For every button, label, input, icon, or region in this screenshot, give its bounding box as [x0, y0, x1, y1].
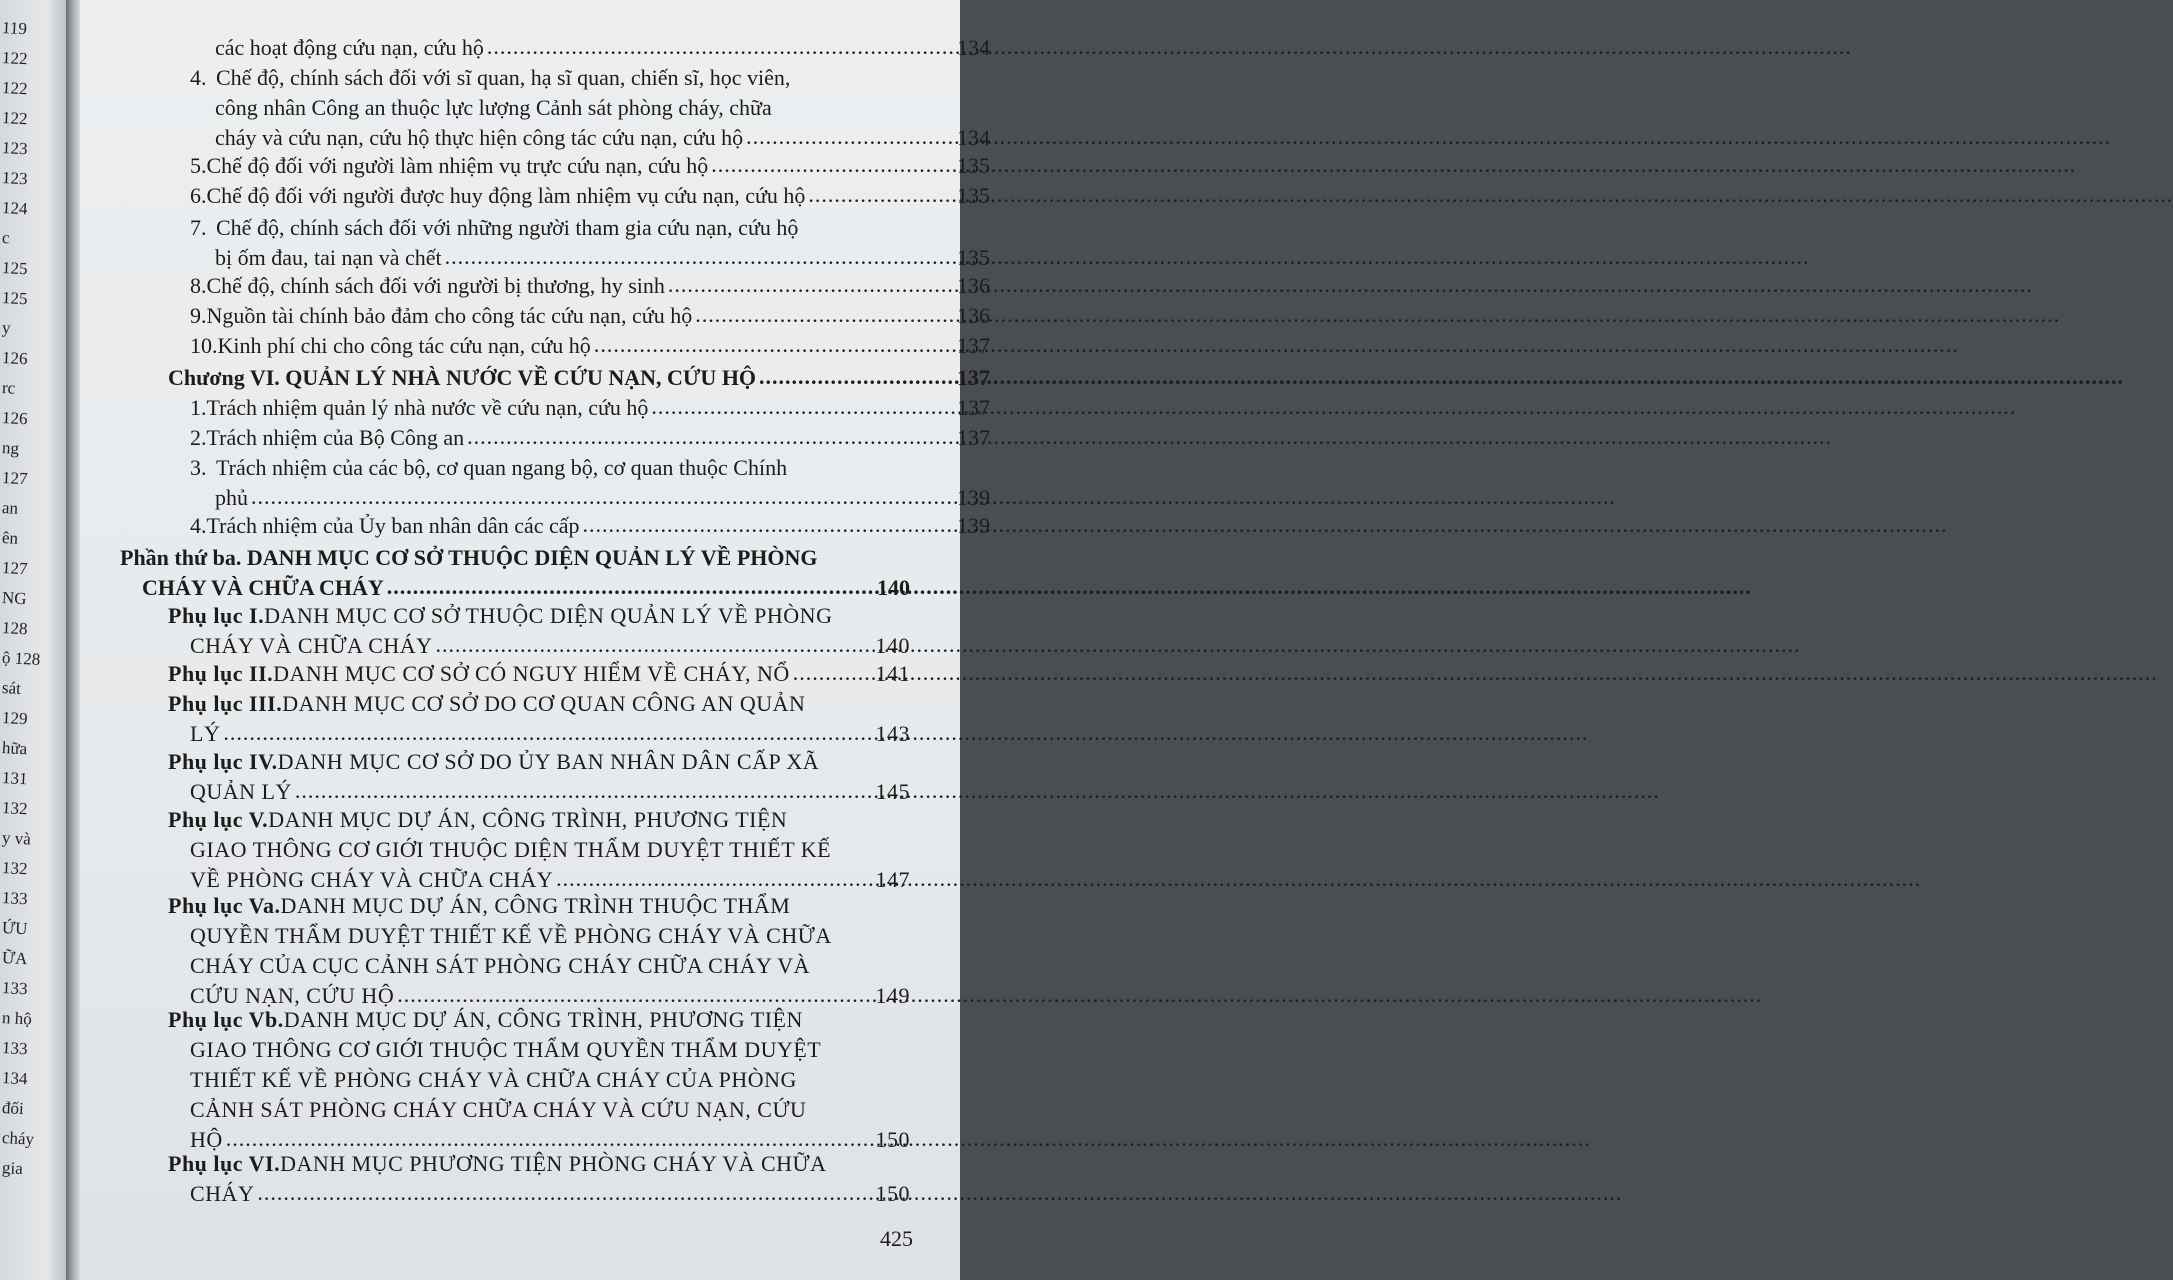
toc-text: CHÁY [190, 1181, 255, 1206]
left-page-fragment: 133 [1, 978, 28, 999]
left-page-fragment: ỮA [1, 948, 28, 969]
dot-leader [467, 423, 954, 451]
toc-entry [190, 394, 990, 422]
toc-page-number: 135 [957, 183, 990, 208]
appendix-label: Phụ lục IV. [168, 749, 278, 774]
dot-leader [793, 659, 873, 687]
left-page-fragment: 132 [1, 858, 28, 879]
toc-text: DANH MỤC DỰ ÁN, CÔNG TRÌNH, PHƯƠNG TIỆN [283, 1007, 803, 1032]
toc-text: Trách nhiệm của Bộ Công an [206, 425, 465, 450]
dot-leader [436, 631, 873, 659]
toc-appendix-entry [168, 806, 910, 894]
toc-text: DANH MỤC PHƯƠNG TIỆN PHÒNG CHÁY VÀ CHỮA [280, 1151, 827, 1176]
toc-page-number: 150 [875, 1127, 910, 1152]
toc-appendix-entry [168, 660, 910, 688]
left-page-fragment: 122 [1, 78, 28, 99]
toc-entry [190, 512, 990, 540]
toc-item-number: 5. [190, 153, 207, 178]
left-page-fragment: 122 [1, 48, 28, 69]
left-page-fragment: NG [1, 588, 28, 609]
left-page-fragment: rc [1, 378, 16, 398]
toc-page-number: 145 [875, 779, 910, 804]
dot-leader [583, 511, 954, 539]
left-page-fragment: 123 [1, 138, 28, 159]
dot-leader [711, 151, 954, 179]
dot-leader [594, 331, 954, 359]
left-page-fragment: 123 [1, 168, 28, 189]
left-page-fragment: 119 [1, 18, 28, 39]
left-facing-page [0, 0, 66, 1280]
toc-page-number: 135 [957, 153, 990, 178]
toc-page-number: 137 [957, 365, 990, 390]
toc-page-number: 135 [957, 245, 990, 270]
toc-text: DANH MỤC DỰ ÁN, CÔNG TRÌNH THUỘC THẨM [280, 893, 791, 918]
dot-leader [746, 123, 954, 151]
dot-leader [445, 243, 954, 271]
toc-entry [190, 272, 990, 300]
left-page-fragment: y và [1, 828, 32, 849]
toc-entry [190, 302, 990, 330]
toc-entry [190, 214, 990, 272]
toc-text: THIẾT KẾ VỀ PHÒNG CHÁY VÀ CHỮA CHÁY CỦA PHÒNG [190, 1067, 797, 1092]
toc-page-number: 150 [875, 1181, 910, 1206]
dot-leader [695, 301, 954, 329]
left-page-fragment: 124 [1, 198, 28, 219]
left-page-fragment: 133 [1, 888, 28, 909]
left-page-fragment: 131 [1, 768, 28, 789]
toc-text: DANH MỤC CƠ SỞ DO CƠ QUAN CÔNG AN QUẢN [282, 691, 806, 716]
appendix-label: Phụ lục III. [168, 691, 283, 716]
toc-entry [190, 424, 990, 452]
dot-leader [651, 393, 954, 421]
left-page-fragment: hữa [1, 738, 28, 759]
toc-entry [190, 152, 990, 180]
toc-text: DANH MỤC CƠ SỞ DO ỦY BAN NHÂN DÂN CẤP XÃ [277, 749, 820, 774]
left-page-fragment: 133 [1, 1038, 28, 1059]
dot-leader [226, 1125, 873, 1153]
toc-chapter-heading [168, 364, 990, 392]
toc-item-number: 2. [190, 425, 207, 450]
dot-leader [487, 33, 954, 61]
toc-text: Chế độ, chính sách đối với những người tham gia cứu nạn, cứu hộ [216, 215, 799, 240]
toc-text: Chế độ đối với người được huy động làm nhiệm vụ cứu nạn, cứu hộ [206, 183, 806, 208]
toc-page-number: 139 [957, 513, 990, 538]
dot-leader [397, 981, 872, 1009]
toc-page-number: 137 [957, 333, 990, 358]
left-page-fragment: ỨU [1, 918, 28, 939]
left-page-fragment: 132 [1, 798, 28, 819]
toc-page-number: 140 [877, 575, 910, 600]
dot-leader [808, 181, 954, 209]
left-page-fragment: ên [1, 528, 19, 548]
left-page-fragment: 125 [1, 288, 28, 309]
appendix-label: Phụ lục II. [168, 661, 274, 686]
toc-entry [190, 332, 990, 360]
toc-page-number: 140 [875, 633, 910, 658]
toc-item-number: 8. [190, 273, 207, 298]
toc-text: Kinh phí chi cho công tác cứu nạn, cứu hộ [217, 333, 591, 358]
toc-text: Nguồn tài chính bảo đảm cho công tác cứu nạn, cứu hộ [206, 303, 693, 328]
left-page-fragment: c [1, 228, 11, 248]
toc-page-number: 134 [957, 125, 990, 150]
toc-text: VỀ PHÒNG CHÁY VÀ CHỮA CHÁY [190, 867, 554, 892]
toc-entry [190, 454, 990, 512]
dot-leader [759, 363, 954, 391]
toc-appendix-entry [168, 892, 910, 1010]
toc-page-number: 134 [957, 35, 990, 60]
toc-text: GIAO THÔNG CƠ GIỚI THUỘC DIỆN THẨM DUYỆT THIẾT KẾ [190, 837, 832, 862]
dot-leader [295, 777, 873, 805]
toc-text: CHÁY VÀ CHỮA CHÁY [190, 633, 433, 658]
left-page-fragment: 127 [1, 468, 28, 489]
toc-text: LÝ [190, 721, 221, 746]
toc-text: Chương VI. QUẢN LÝ NHÀ NƯỚC VỀ CỨU NẠN, CỨU HỘ [168, 365, 757, 390]
dot-leader [257, 1179, 872, 1207]
toc-item-number: 1. [190, 395, 207, 420]
toc-appendix-entry [168, 748, 910, 806]
toc-page-number: 147 [875, 867, 910, 892]
toc-text: QUẢN LÝ [190, 779, 292, 804]
toc-text: cháy và cứu nạn, cứu hộ thực hiện công tác cứu nạn, cứu hộ [215, 125, 744, 150]
appendix-label: Phụ lục Va. [168, 893, 281, 918]
left-page-fragment: an [1, 498, 19, 518]
toc-appendix-entry [168, 1150, 910, 1208]
left-page-fragment: ng [1, 438, 20, 458]
left-page-fragment: n hộ [1, 1008, 33, 1029]
dot-leader [223, 719, 872, 747]
dot-leader [251, 483, 954, 511]
left-page-fragment: cháy [1, 1128, 35, 1149]
left-page-fragment: 134 [1, 1068, 28, 1089]
toc-item-number: 6. [190, 183, 207, 208]
toc-text: Trách nhiệm của Ủy ban nhân dân các cấp [206, 513, 580, 538]
left-page-fragment: 126 [1, 348, 28, 369]
toc-text: HỘ [190, 1127, 223, 1152]
appendix-label: Phụ lục I. [168, 603, 265, 628]
toc-text: Phần thứ ba. DANH MỤC CƠ SỞ THUỘC DIỆN QUẢN LÝ VỀ PHÒNG [120, 545, 818, 570]
left-page-fragment: y [1, 318, 12, 338]
toc-text: GIAO THÔNG CƠ GIỚI THUỘC THẨM QUYỀN THẨM DUYỆT [190, 1037, 822, 1062]
toc-text: CHÁY VÀ CHỮA CHÁY [142, 575, 384, 600]
toc-part-heading [120, 544, 910, 602]
toc-entry [190, 64, 990, 152]
toc-item-number: 7. [190, 215, 207, 240]
left-page-fragment: 126 [1, 408, 28, 429]
appendix-label: Phụ lục Vb. [168, 1007, 284, 1032]
dot-leader [668, 271, 954, 299]
toc-item-number: 4. [190, 65, 207, 90]
appendix-label: Phụ lục V. [168, 807, 269, 832]
toc-page-number: 137 [957, 425, 990, 450]
toc-text: CẢNH SÁT PHÒNG CHÁY CHỮA CHÁY VÀ CỨU NẠN, CỨU [190, 1097, 807, 1122]
toc-text: bị ốm đau, tai nạn và chết [215, 245, 442, 270]
toc-page-number: 136 [957, 303, 990, 328]
toc-text: DANH MỤC DỰ ÁN, CÔNG TRÌNH, PHƯƠNG TIỆN [268, 807, 788, 832]
toc-entry [190, 182, 990, 210]
dot-leader [387, 573, 874, 601]
left-page-fragment: 125 [1, 258, 28, 279]
toc-text: CỨU NẠN, CỨU HỘ [190, 983, 395, 1008]
toc-text: các hoạt động cứu nạn, cứu hộ [215, 35, 484, 60]
toc-text: Chế độ, chính sách đối với người bị thương, hy sinh [206, 273, 665, 298]
left-page-fragment: gia [1, 1158, 24, 1179]
left-page-fragment: 127 [1, 558, 28, 579]
toc-page-number: 136 [957, 273, 990, 298]
toc-text: công nhân Công an thuộc lực lượng Cảnh sát phòng cháy, chữa [215, 95, 772, 120]
toc-text: Trách nhiệm của các bộ, cơ quan ngang bộ, cơ quan thuộc Chính [216, 455, 788, 480]
toc-text: phủ [215, 485, 248, 510]
page-number: 425 [880, 1226, 913, 1251]
toc-text: DANH MỤC CƠ SỞ THUỘC DIỆN QUẢN LÝ VỀ PHÒNG [264, 603, 833, 628]
toc-text: CHÁY CỦA CỤC CẢNH SÁT PHÒNG CHÁY CHỮA CHÁY VÀ [190, 953, 811, 978]
toc-text: QUYỀN THẨM DUYỆT THIẾT KẾ VỀ PHÒNG CHÁY VÀ CHỮA [190, 923, 832, 948]
left-page-fragment: ộ 128 [1, 648, 41, 669]
toc-item-number: 3. [190, 455, 207, 480]
toc-item-number: 10. [190, 333, 218, 358]
toc-page-number: 137 [957, 395, 990, 420]
toc-page-number: 149 [875, 983, 910, 1008]
toc-page-number: 141 [875, 661, 910, 686]
toc-entry [215, 34, 990, 62]
toc-text: Chế độ, chính sách đối với sĩ quan, hạ sĩ quan, chiến sĩ, học viên, [216, 65, 791, 90]
toc-page-number: 143 [875, 721, 910, 746]
toc-page-number: 139 [957, 485, 990, 510]
toc-page [80, 0, 990, 1280]
toc-appendix-entry [168, 602, 910, 660]
toc-item-number: 9. [190, 303, 207, 328]
toc-text: Chế độ đối với người làm nhiệm vụ trực cứu nạn, cứu hộ [206, 153, 709, 178]
toc-text: Trách nhiệm quản lý nhà nước về cứu nạn, cứu hộ [206, 395, 649, 420]
toc-appendix-entry [168, 690, 910, 748]
toc-item-number: 4. [190, 513, 207, 538]
dot-leader [556, 865, 872, 893]
left-page-fragment: sát [1, 678, 22, 698]
toc-text: DANH MỤC CƠ SỞ CÓ NGUY HIỂM VỀ CHÁY, NỔ [273, 661, 790, 686]
left-page-fragment: 129 [1, 708, 28, 729]
toc-appendix-entry [168, 1006, 910, 1154]
left-page-fragment: 128 [1, 618, 28, 639]
left-page-fragment: đối [1, 1098, 25, 1119]
left-page-fragment: 122 [1, 108, 28, 129]
book-gutter [66, 0, 80, 1280]
appendix-label: Phụ lục VI. [168, 1151, 281, 1176]
